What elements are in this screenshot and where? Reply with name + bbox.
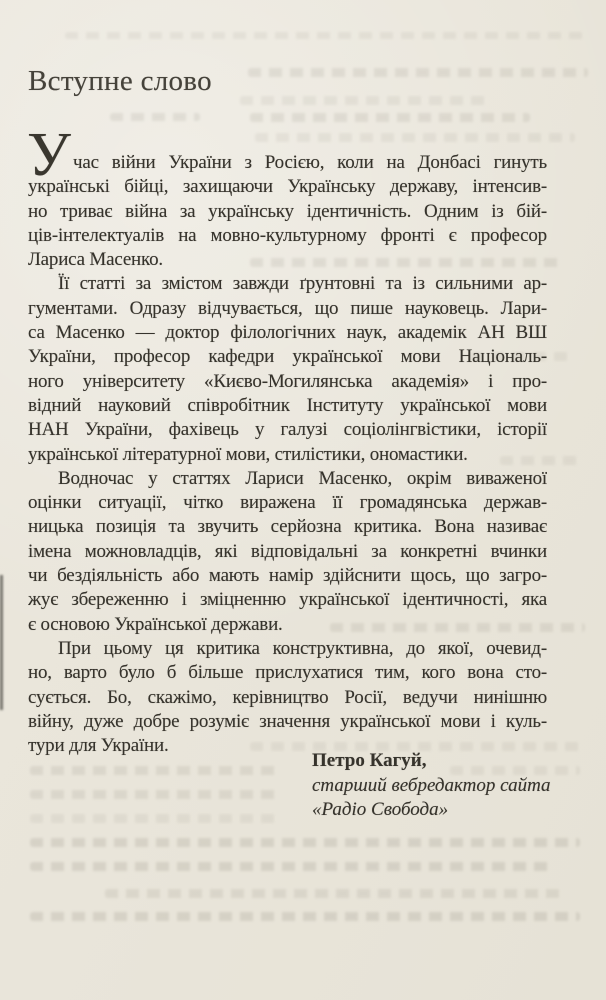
signature-name: Петро Кагуй, <box>312 750 427 771</box>
paragraph-1 <box>28 152 547 273</box>
text-line: є основою Української держави. <box>28 613 283 635</box>
text-line: України, професор кафедри української мови Національ- <box>28 346 547 368</box>
text-line: час війни України з Росією, коли на Донбасі гинуть <box>73 152 547 173</box>
text-line: оцінки ситуації, чітко виражена її громадянська держав- <box>28 492 547 514</box>
bleedthrough-line <box>30 862 555 871</box>
page-edge-shadow <box>0 575 3 710</box>
text-line: імена можновладців, які відповідальні за конкретні вчинки <box>28 540 547 562</box>
page-title: Вступне слово <box>28 65 212 97</box>
signature-role: старший вебредактор сайта <box>312 774 551 796</box>
paragraph-4 <box>28 638 547 759</box>
bleedthrough-line <box>65 32 585 39</box>
drop-cap: У <box>27 121 71 189</box>
signature-block <box>312 749 551 823</box>
bleedthrough-line <box>30 838 580 847</box>
bleedthrough-line <box>30 814 280 823</box>
bleedthrough-line <box>110 113 200 121</box>
bleedthrough-line <box>255 133 575 142</box>
text-line: НАН України, фахівець у галузі соціолінгвістики, історії <box>28 419 547 441</box>
paragraph-3 <box>28 468 547 638</box>
text-line: відний науковий співробітник Інституту української мови <box>28 394 547 416</box>
text-line: українські бійці, захищаючи Українську державу, інтенсив- <box>28 176 547 198</box>
bleedthrough-line <box>248 68 588 77</box>
signature-site: «Радіо Свобода» <box>312 799 449 820</box>
text-line: сується. Бо, скажімо, керівництво Росії, ведучи нинішню <box>28 686 547 708</box>
text-line: ницька позиція та звучить серйозна критика. Вона називає <box>28 516 547 538</box>
text-line: При цьому ця критика конструктивна, до якої, очевид- <box>58 637 547 659</box>
bleedthrough-line <box>30 912 580 921</box>
text-line: Водночас у статтях Лариси Масенко, окрім виваженої <box>58 467 547 489</box>
text-line: Її статті за змістом завжди ґрунтовні та із сильними ар- <box>58 273 547 295</box>
text-line: війну, дуже добре розуміє значення української мови і куль- <box>28 710 547 732</box>
bleedthrough-line <box>250 113 530 122</box>
text-line: гументами. Одразу відчувається, що пише науковець. Лари- <box>28 297 547 319</box>
bleedthrough-line <box>105 889 560 898</box>
text-line: чи бездіяльність або мають намір здійснити щось, що загро- <box>28 565 547 587</box>
text-line: ного університету «Києво-Могилянська академія» і про- <box>28 370 547 392</box>
text-line: ців-інтелектуалів на мовно-культурному фронті є професор <box>28 224 547 246</box>
paragraph-2 <box>28 273 547 467</box>
text-line: но, варто було б більше прислухатися тим, кого вона сто- <box>28 662 547 684</box>
bleedthrough-line <box>240 96 490 105</box>
text-line: Лариса Масенко. <box>28 249 163 271</box>
body-text <box>28 152 547 759</box>
bleedthrough-line <box>30 790 280 799</box>
text-line: са Масенко — доктор філологічних наук, академік АН ВШ <box>28 322 547 344</box>
text-line: тури для України. <box>28 735 169 757</box>
text-line: української літературної мови, стилістики, ономастики. <box>28 443 468 465</box>
text-line: но триває війна за українську ідентичність. Одним із бій- <box>28 200 547 222</box>
bleedthrough-line <box>30 766 280 775</box>
text-line: жує збереженню і зміцненню української ідентичності, яка <box>28 589 547 611</box>
